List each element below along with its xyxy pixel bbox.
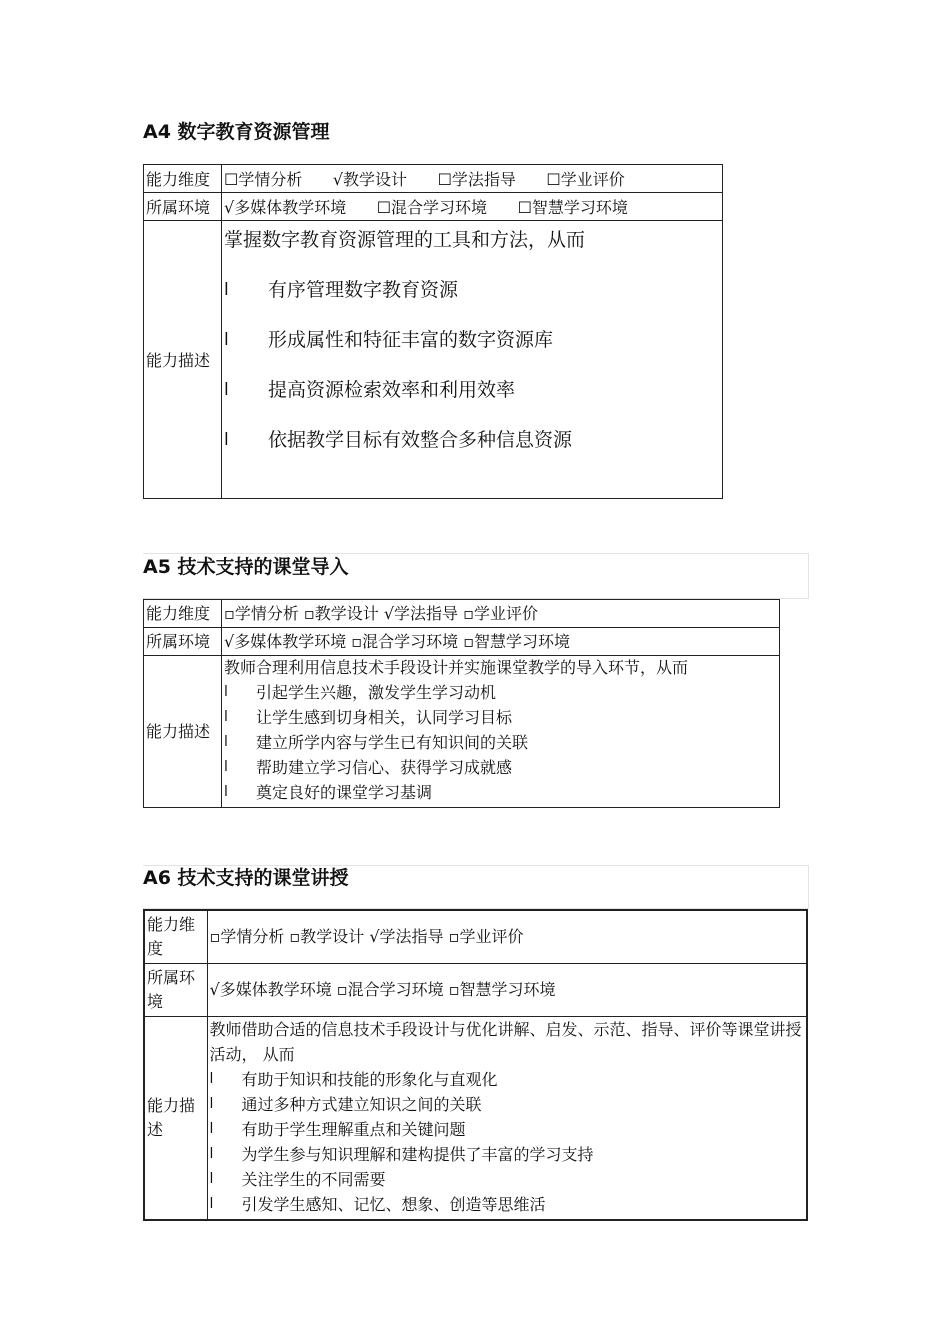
list-item [224, 780, 777, 805]
list-item [210, 1117, 805, 1142]
description-row [144, 1016, 807, 1220]
section-title-a5: A5 技术支持的课堂导入 [143, 556, 349, 578]
dimension-row [144, 910, 807, 963]
list-item [224, 705, 777, 730]
bullet-marker: l [224, 709, 228, 725]
bullet-marker: l [224, 280, 229, 300]
environment-row [144, 193, 723, 221]
list-item-text: 依据教学目标有效整合多种信息资源 [268, 429, 573, 451]
environment-label: 所属环境 [144, 628, 222, 656]
environment-row [144, 628, 780, 656]
environment-options: √多媒体教学环境 ▫混合学习环境 ▫智慧学习环境 [222, 628, 780, 656]
bullet-marker: l [224, 734, 228, 750]
list-item-text: 让学生感到切身相关，认同学习目标 [256, 708, 513, 727]
bullet-marker: l [224, 330, 229, 350]
bullet-marker: l [224, 684, 228, 700]
environment-label: 所属环境 [144, 193, 222, 221]
list-item-text: 奠定良好的课堂学习基调 [256, 783, 433, 802]
list-item [224, 730, 777, 755]
description-label: 能力描述 [144, 221, 222, 499]
list-item-text: 为学生参与知识理解和建构提供了丰富的学习支持 [241, 1144, 594, 1164]
dimension-label: 能力维度 [144, 910, 207, 963]
bullet-marker: l [224, 380, 229, 400]
dimension-options: ▫学情分析 ▫教学设计 √学法指导 ▫学业评价 [207, 910, 807, 963]
list-item-text: 帮助建立学习信心、获得学习成就感 [256, 758, 513, 777]
list-item-text: 通过多种方式建立知识之间的关联 [241, 1094, 482, 1114]
list-item-text: 建立所学内容与学生已有知识间的关联 [256, 733, 529, 752]
bullet-marker: l [209, 1145, 214, 1162]
list-item-text: 有序管理数字教育资源 [268, 279, 459, 301]
dimension-label: 能力维度 [144, 165, 222, 193]
section-title-a6: A6 技术支持的课堂讲授 [143, 867, 349, 889]
description-intro: 教师合理利用信息技术手段设计并实施课堂教学的导入环节，从而 [224, 658, 689, 677]
list-item-text: 提高资源检索效率和利用效率 [268, 379, 516, 401]
bullet-marker: l [209, 1195, 214, 1212]
environment-label: 所属环境 [144, 963, 207, 1016]
capability-table-a4 [143, 164, 723, 499]
list-item [224, 375, 720, 405]
list-item [210, 1142, 805, 1167]
bullet-marker: l [209, 1070, 214, 1087]
dimension-row [144, 165, 723, 193]
capability-table-a6 [143, 909, 808, 1221]
bullet-marker: l [209, 1170, 214, 1187]
dimension-options: ▫学情分析 ▫教学设计 √学法指导 ▫学业评价 [222, 600, 780, 628]
description-label: 能力描述 [144, 1016, 207, 1220]
list-item-text: 引起学生兴趣，激发学生学习动机 [256, 683, 497, 702]
description-content [222, 221, 723, 499]
list-item [210, 1167, 805, 1192]
section-title-a4: A4 数字教育资源管理 [143, 121, 330, 143]
list-item-text: 有助于知识和技能的形象化与直观化 [241, 1069, 498, 1089]
list-item [210, 1092, 805, 1117]
capability-table-a5 [143, 599, 780, 808]
environment-row [144, 963, 807, 1016]
description-content [207, 1016, 807, 1220]
bullet-marker: l [224, 430, 229, 450]
description-intro: 掌握数字教育资源管理的工具和方法，从而 [224, 229, 586, 251]
environment-options: √多媒体教学环境 ☐混合学习环境 ☐智慧学习环境 [222, 193, 723, 221]
list-item-text: 形成属性和特征丰富的数字资源库 [268, 329, 554, 351]
dimension-options: ☐学情分析 √教学设计 ☐学法指导 ☐学业评价 [222, 165, 723, 193]
list-item [210, 1192, 805, 1217]
bullet-marker: l [209, 1095, 214, 1112]
list-item [224, 755, 777, 780]
list-item [224, 325, 720, 355]
description-row [144, 221, 723, 499]
description-content [222, 656, 780, 808]
bullet-marker: l [209, 1120, 214, 1137]
description-label: 能力描述 [144, 656, 222, 808]
bullet-marker: l [224, 784, 228, 800]
list-item [224, 275, 720, 305]
list-item [210, 1067, 805, 1092]
list-item [224, 425, 720, 455]
list-item [224, 680, 777, 705]
description-intro: 教师借助合适的信息技术手段设计与优化讲解、启发、示范、指导、评价等课堂讲授活动， 从而 [209, 1019, 802, 1064]
list-item-text: 引发学生感知、记忆、想象、创造等思维活 [241, 1194, 546, 1214]
list-item-text: 关注学生的不同需要 [241, 1169, 386, 1189]
bullet-marker: l [224, 759, 228, 775]
environment-options: √多媒体教学环境 ▫混合学习环境 ▫智慧学习环境 [207, 963, 807, 1016]
dimension-row [144, 600, 780, 628]
dimension-label: 能力维度 [144, 600, 222, 628]
list-item-text: 有助于学生理解重点和关键问题 [241, 1119, 466, 1139]
description-row [144, 656, 780, 808]
